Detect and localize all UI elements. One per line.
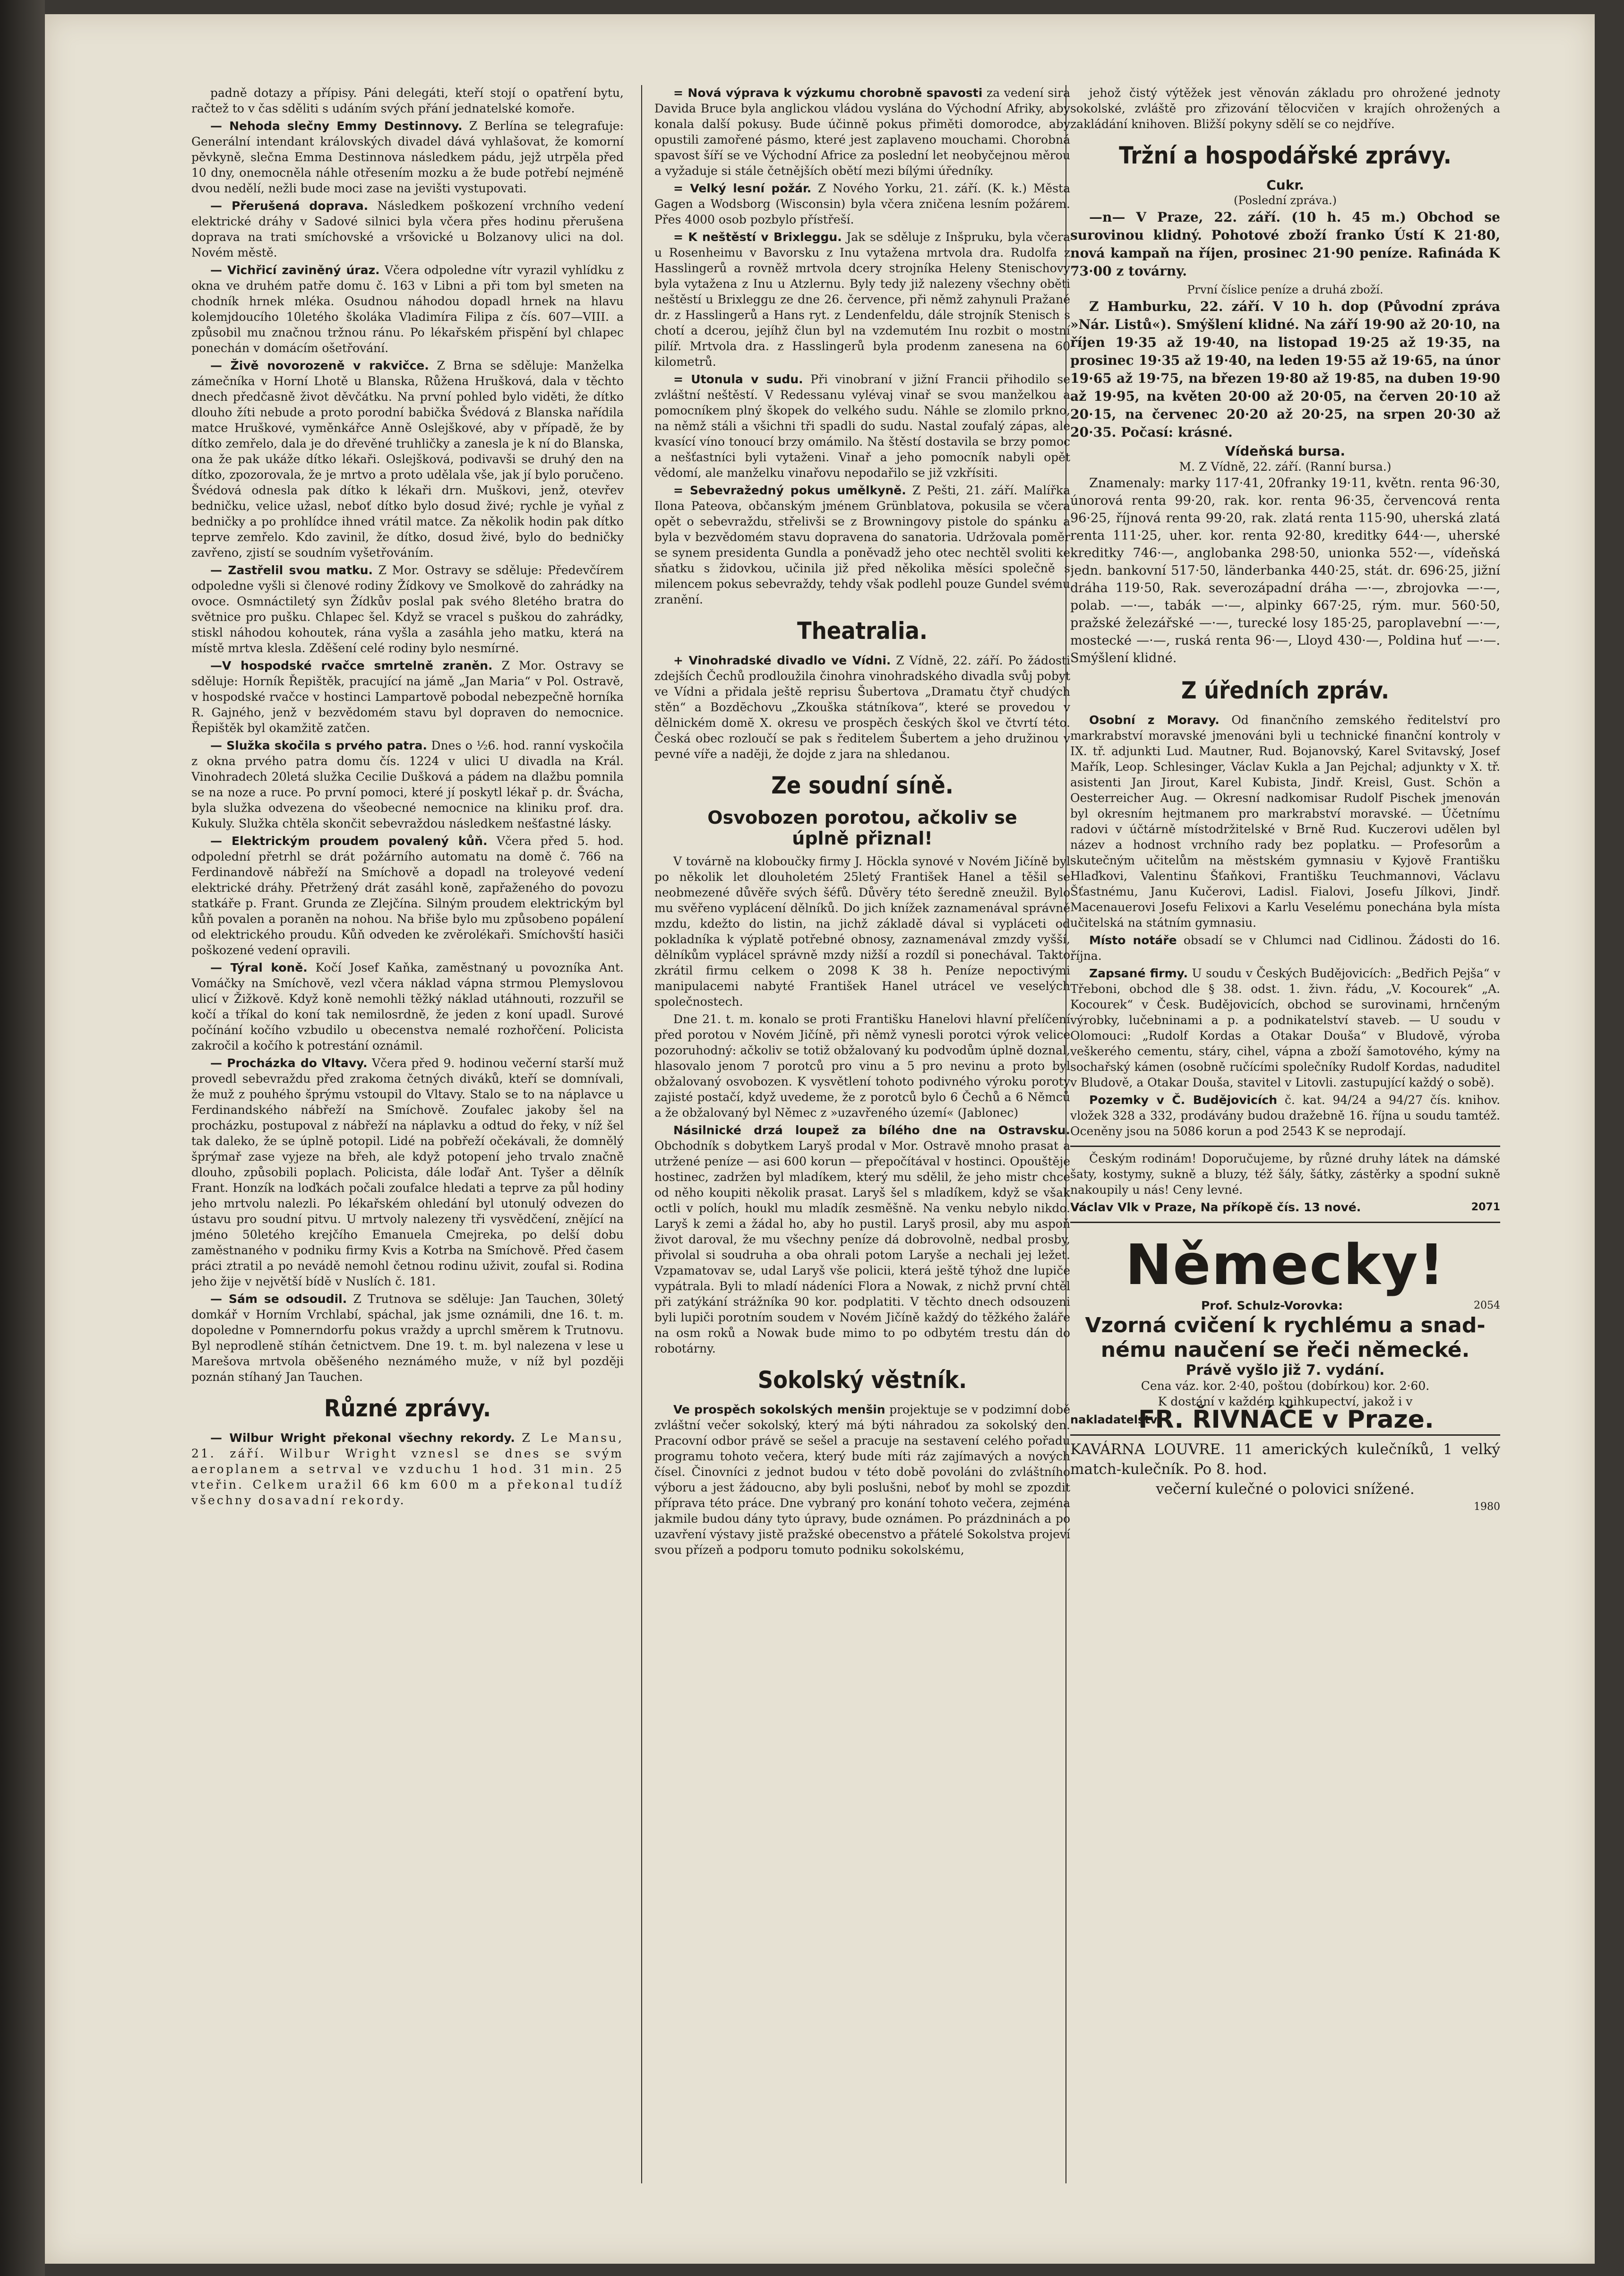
article-headline: — Služka skočila s prvého patra. (210, 739, 428, 752)
article-wright (191, 1430, 624, 1508)
article-headline: — Elektrickým proudem povalený kůň. (210, 834, 488, 848)
article-headline: = Nová výprava k výzkumu chorobně spavosti (673, 86, 983, 100)
article-proudem (191, 833, 624, 958)
section-heading-soudni: Ze soudní síně. (771, 772, 954, 799)
ad-author-name: Prof. Schulz-Vorovka: (1201, 1299, 1343, 1312)
article-body: Jak se sděluje z Inšpruku, byla včera u Rosenheimu v Bavorsku z Inu vytažena mrtvola drа. Rudolfa z Hasslingerů a rovněž mrtvola dcery strojníka Heleny Stenischovy byla vytažena z Inu u Atzlernu. Byly tedy již nalezeny všechny oběti neštěstí u Brixleggu ze dne 26. července, při němž zahynuli Pražané dr. z Hasslingerů a Hans ryt. z Lendenfeldu, dále strojník Stenisch s chotí a dcerou, jejíhž člun byl na vzdemutém Inu rozbit o mostní pilíř. Mrtvola dra. z Hasslingerů byla prodenm zanesena na 60 kilometrů. (654, 230, 1070, 369)
article-body: Z Trutnova se sděluje: Jan Tauchen, 30letý domkář v Horním Vrchlabí, spáchal, jak jsme oznámili, dne 16. t. m. dopoledne v Pomnerndorfu pokus vraždy a uprchl směrem k Trutnovu. Byl neprodleně stíhán četnictvem. Dne 19. t. m. byl nalezena v lese u Marešova mrtvola oběšeného neznámého muže, v níž byl později poznán stíhaný Jan Tauchen. (191, 1292, 624, 1384)
headline-line: Osvobozen porotou, ačkoliv se (707, 807, 1017, 828)
article-headline: = K neštěstí v Brixleggu. (673, 230, 842, 244)
article-headline: Pozemky v Č. Budějovicích (1089, 1093, 1278, 1107)
ad-publisher-name: FR. ŘIVNÁČE v Praze. (1138, 1405, 1434, 1434)
article-prerusena (191, 198, 624, 260)
article-sokol (654, 1402, 1070, 1558)
article-body: Včera před 9. hodinou večerní starší muž provedl sebevraždu před zrakoma četných diváků, kteří se domnívali, že muž z pouhého šprýmu vstoupil do Vltavy. Stalo se to na náplavce u Ferdinandského nábřeží na Smíchově. Zoufalec jakoby šel na procházku, postupoval z nábřeží na náplavku a odtud do řeky, v níž šel tak daleko, že se úplně potopil. Lidé na pobřeží očekávali, že domnělý šprýmař zase vyjeze na břeh, ale když potopení jeho trvalo značně dlouho, způsobili poplach. Policista, dále loďař Ant. Tyšer a dělník Frant. Honzík na loďkách počali zoufalce hledati a teprve za půl hodiny jeho mrtvolu nalezli. Po lékařském ohledání byl utonulý odvezen do ústavu pro soudní pitvu. U mrtvoly nalezeny tři vysvědčení, znějící na jméno 50letého krejčího Emanuela Cmejreka, po delší dobu zaměstnaného v podniku firmy Kvis a Kotrba na Smíchově. Před časem práci ztratil a po nevádě nemohl četnou rodinu uživit, zoufal si. Rodina jeho žije v největší bídě v Nuslích č. 181. (191, 1056, 624, 1288)
section-heading-sokolsky: Sokolský věstník. (757, 1366, 967, 1394)
section-heading-theatralia: Theatralia. (797, 617, 928, 645)
article-body: Z Nového Yorku, 21. září. (K. k.) Města Gagen a Wodsborg (Wisconsin) byla včera zničena lesním požárem. Přes 4000 osob pozbylo přístřeší. (654, 181, 1070, 226)
ad-price: Cena váz. kor. 2·40, poštou (dobírkou) kor. 2·60. (1141, 1379, 1430, 1393)
column-1 (191, 85, 624, 2231)
article-headline: — Vichřicí zaviněný úraz. (210, 263, 380, 277)
article-osvobozen-p2: Dne 21. t. m. konalo se proti Františku Hanelovi hlavní přelíčení před porotou v Novém Jičíně, při němž vynesli porotci výrok velice pozoruhodný: ačkoliv se totiž obžalovaný ku podvodům úplně doznal, hlasovalo jenom 7 porotců pro vinu a 5 pro nevinu a proto byl obžalovaný osvobozen. K vysvětlení tohoto podivného výroku poroty zajisté postačí, když uvedeme, že z porotců bylo 6 Čechů a 6 Němců a že obžalovaný byl Němec z »uzavřeného území« (Jablonec) (654, 1012, 1070, 1120)
column-2 (654, 85, 1070, 2231)
ad-headline: Německy! (1125, 1232, 1445, 1297)
notice-osobni (1070, 712, 1500, 931)
article-body: Při vinobraní v jižní Francii přihodilo se zvláštní neštěstí. V Redessanu vylévaj vinař se svou manželkou a pomocníkem plný škopek do velkého sudu. Náhle se zlomilo prkno, na němž stáli a všichni tři spadli do sudu. Nastal zoufalý zápas, ale kvasící víno tonoucí brzy omámilo. Na štěstí dostavila se brzy pomoc a nešťastníci byli vytaženi. Vinař a jeho pomocník nabyli opět vědomí, ale manželku vinařovu nepodařilo se již vzkřísiti. (654, 372, 1070, 480)
section-heading-uradnich: Z úředních zpráv. (1181, 677, 1390, 704)
article-body: Od finančního zemského ředitelství pro markrabství moravské jmenováni byli u technické finanční kontroly v IX. tř. adjunkti Lud. Mautner, Rud. Bojanovský, Karel Svitavský, Josef Mařík, Leop. Schlesinger, Václav Kukla a Jan Pejchal; adjunkty v X. tř. asistenti Jan Jirout, Karel Kubista, Jindř. Kreisl, Gust. Schön a Oesterreicher Aug. — Okresní nadkomisar Rudolf Pischek jmenován byl okresním hejtmanem pro markrabství moravské. — Účetnímu radovi v účtárně místodržitelské v Brně Rud. Kuczerovi udělen byl název a hodnost vrchního rady bez poplatku. — Profesorům a skutečným učitelům na městském gymnasiu v Kyjově Františku Hlaďkovi, Valentinu Šťaňkovi, Františku Teuchmannovi, Václavu Šťastnému, Janu Kučerovi, Ladisl. Fialovi, Josefu Jílkovi, Jindř. Macenauerovi Josefu Felixovi a Karlu Veselému ponechána byla místa učitelská na státním gymnasiu. (1070, 713, 1500, 930)
article-zive (191, 358, 624, 560)
notice-misto (1070, 932, 1500, 964)
section-heading-ruzne: Různé zprávy. (324, 1395, 491, 1422)
article-body: Včera odpoledne vítr vyrazil vyhlídku z okna ve druhém patře domu č. 163 v Libni a při tom byl smeten na chodník hrnek mléka. Osudnou náhodou dopadl hrnek na hlavu kolemjdoucího 10letého školáka Vladimíra Filipa z čís. 607—VIII. a způsobil mu značnou tržnou ránu. Po lékařském přispění byl chlapec ponechán v domácím ošetřování. (191, 263, 624, 355)
ad-publisher-row (1070, 1405, 1500, 1434)
article-headline: = Sebevražedný pokus umělkyně. (673, 483, 906, 497)
article-continued: padně dotazy a přípisy. Páni delegáti, kteří stojí o opatření bytu, račtež to v čas sděliti s udáním svých přání jednatelské komoře. (191, 86, 624, 115)
article-body: U soudu v Českých Budějovicích: „Bedřich Pejša“ v Třeboni, obchod dle § 38. odst. 1. živn. řádu, „V. Kocourek“ „A. Kocourek“ v Česk. Budějovicích, obchod se surovinami, hrnčeným výrobky, lučebninami a p. a podnikatelství staveb. — U soudu v Olomouci: „Rudolf Kordas a Otakar Douša“ v Bludově, výroba veškerého cementu, stáry, cihel, vápna a zboží šamotového, kýmy na sochařský kámen (osobně ručícími společníky Rudolf Kordas, naduditel v Bludově, a Otakar Douša, stavitel v Litovli. zastupující každý o sobě). (1070, 966, 1500, 1089)
article-headline: — Živě novorozeně v rakvičce. (210, 359, 429, 372)
article-headline: Zapsané firmy. (1089, 966, 1188, 980)
notice-pozemky (1070, 1092, 1500, 1139)
ad-availability: K dostání v každém knihkupectví, jakož i v (1158, 1395, 1413, 1408)
market-title-burza: Vídeňská bursa. (1225, 443, 1346, 459)
article-headline: Osobní z Moravy. (1089, 713, 1220, 727)
ad-louvre-line: večerní kulečné o polovici snížené. (1156, 1481, 1415, 1498)
ad-title-line: Vzorná cvičení k rychlému a snad- (1085, 1313, 1486, 1337)
article-body: Z Pešti, 21. září. Malířka Ilona Pateova, občanským jménem Grünblatova, pokusila se včera opět o sebevraždu, střelivši se z Browningovy pistole do spánku a byla v bezvědomém stavu dopravena do sanatoria. Udržovala poměr se synem presidenta Gundla a poněvadž jeho otec nechtěl svoliti ke sňatku s židovkou, učinila již před několika měsíci společně s milencem pokus sebevraždy, tehdy však podlehl pouze Gundel svému zranění. (654, 483, 1070, 606)
article-body: Kočí Josef Kaňka, zaměstnaný u povozníka Ant. Vomáčky na Smíchově, vezl včera náklad vápna strmou Plemyslovou ulicí v Žižkově. Když koně nemohli těžký náklad utáhnouti, rozzuřil se kočí a tříkal do koní tak nemilosrdně, že jeden z koní upadl. Surové počínání kočího vzbudilo u obecenstva nemalé rozhořčení. Policista zakročil a kočího k potrestání oznámil. (191, 961, 624, 1052)
notice-zapsane (1070, 966, 1500, 1090)
article-body: Z Brna se sděluje: Manželka zámečníka v Horní Lhotě u Blanska, Růžena Hrušková, dala v těchto dnech předčasně život děvčátku. Na první pohled bylo viděti, že dítko dlouho žíti nebude a proto porodní babička Švédová z Blanska nařídila matce Hruškové, vyměnkářce Anně Oslejškové, aby v případě, že by dítko zemřelo, dala je do dřevěné truhličky a zanesla je k ní do Blanska, ona že pak ukáže dítko lékaři. Oslejšková, podivavši se druhý den na dítko, zpozorovala, že je mrtvo a proto udělala vše, jak jí bylo poručeno. Švédová odnesla pak dítko k lékaři drn. Muškovi, jenž, otevřev bedničku, velice užasl, neboť dítko bylo dosud živé; rychle je vyňal z bedničky a po prohlídce ihned vrátil matce. Za několik hodin pak dítko teprve zemřelo. Kdo zavinil, že dítko, dosud živé, bylo do bedničky zavřeno, zjistí se soudním vyšetřováním. (191, 359, 624, 560)
article-headline: Násilnické drzá loupež za bílého dne na Ostravsku. (673, 1123, 1070, 1137)
article-headline: Ve prospěch sokolských menšin (673, 1403, 885, 1416)
article-headline: + Vinohradské divadlo ve Vídni. (673, 654, 891, 667)
article-headline-osvobozen (654, 807, 1070, 849)
advertisement-louvre (1070, 1434, 1500, 1515)
article-vyzkumu (654, 85, 1070, 179)
section-heading-trzni: Tržní a hospodářské zprávy. (1119, 142, 1452, 169)
ad-author (1070, 1298, 1500, 1313)
article-headline: —V hospodské rvačce smrtelně zraněn. (210, 659, 493, 672)
article-utonula (654, 371, 1070, 481)
article-vinohradske (654, 653, 1070, 762)
ad-louvre-line: KAVÁRNA LOUVRE. 11 amerických kulečníků, 1 velký match-kulečník. Po 8. hod. (1070, 1441, 1500, 1478)
ad-number: 2071 (1471, 1201, 1500, 1213)
article-tyral (191, 960, 624, 1053)
article-body: č. kat. 94/24 a 94/27 čís. knihov. vložek 328 a 332, prodávány budou dražebně 16. října u soudu tamtéž. Oceněny jsou na 5086 korun a pod 2543 K se neprodají. (1070, 1093, 1500, 1138)
ad-title-line: nému naučení se řeči německé. (1100, 1338, 1470, 1362)
article-sebevrazedny (654, 483, 1070, 607)
article-nehoda (191, 118, 624, 196)
article-headline: = Utonula v sudu. (673, 372, 803, 386)
column-3 (1070, 85, 1500, 2231)
article-osvobozen-p1: V továrně na kloboučky firmy J. Höckla synové v Novém Jičíně byl po několik let dlouholetém 25letý František Hanel a těšil se neobmezené důvěře svých šéfů. Důvěry této šeredně zneužil. Bylo mu svěřeno vyplácení dělníků. Do jich knížek zaznamenával správně mzdu, kdežto do listin, na jichž základě dával si vypláceti od pokladníka k výplatě potřebné obnosy, zaznamenával zmzdy vyšší, dělníkům vyplácel správně mzdy nižší a rozdíl si ponechával. Takto zkrátil firmu celkem o 2098 K 38 h. Peníze nepoctivými manipulacemi nabyté František Hanel utrácel ve veselých společnostech. (654, 854, 1070, 1009)
column-rule (641, 85, 642, 2183)
article-body: Dnes o ½6. hod. ranní vyskočila z okna prvého patra domu čís. 1224 v ulici U divadla na Král. Vinohradech 20letá služka Cecilie Dušková a pádem na dlažbu pomnila se na noze a ruce. Po první pomoci, které jí poskytl lékař p. dr. Švácha, byla služka odvezena do všeobecné nemocnice na kliniku prof. dra. Kukuly. Služka chtěla skončit sebevraždou následkem nešťastné lásky. (191, 739, 624, 830)
article-headline: — Procházka do Vltavy. (210, 1056, 368, 1070)
article-body: Z Vídně, 22. září. Po žádosti zdejších Čechů prodloužila činohra vinohradského divadla svůj pobyt ve Vídni a přidala ještě reprisu Šubertova „Dramatu čtyř chudých stěn“ a Bozdĕchovu „Zkouška státníkova“, které se provedou v dělnickém domĕ X. okresu ve prospěch českých škol ve čtvrtí této. Česká obec rozloučí se pak s ředitelem Šubertem a jeho družinou v pevné víře a nadĕji, že dojde z jara na shledanou. (654, 654, 1070, 761)
binding-shadow (0, 0, 45, 2276)
market-hamburk: Z Hamburku, 22. září. V 10 h. dop (Původní zpráva »Nár. Listů«). Smýšlení klidné. Na září 19·90 až 20·10, na říjen 19·35 až 19·40, na listopad 19·25 až 19·35, na prosinec 19·35 až 19·40, na leden 19·55 až 19·65, na únor 19·65 až 19·75, na březen 19·80 až 19·85, na duben 19·90 až 19·95, na květen 20·00 až 20·05, na červen 20·10 až 20·15, na červenec 20·20 až 20·25, na srpen 20·30 až 20·35. Počasí: krásné. (1070, 299, 1500, 440)
article-vichrici (191, 262, 624, 356)
article-headline: — Zastřelil svou matku. (210, 563, 373, 577)
article-body: Včera před 5. hod. odpolední přetrhl se drát požárního automatu na domě č. 766 na Ferdinandově nábřeží na Smíchově a dopadl na troleyové vedení elektrické dráhy. Přetržený drát zasáhl koně, zapřaženého do povozu statkáře p. Frant. Grunda ze Zlejčína. Silným proudem elektrickým byl kůň povalen a poraněn na nohou. Na břiše bylo mu způsobeno popálení od elektrického proudu. Kůň odveden ke zvěrolékaři. Smíchovští hasiči poškozené vedení opravili. (191, 834, 624, 957)
article-headline: — Týral koně. (210, 961, 308, 974)
article-headline: — Nehoda slečny Emmy Destinnovy. (210, 119, 463, 133)
advertisement-vlk (1070, 1146, 1500, 1215)
article-sluzka (191, 738, 624, 831)
article-rvacce (191, 658, 624, 736)
market-note: První číslice peníze a druhá zboží. (1187, 283, 1383, 296)
article-body: Z Le Mansu, 21. září. Wilbur Wright vznesl se dnes se svým aeroplanem a setrval ve vzduchu 1 hod. 31 min. 25 vteřin. Celkem uražil 66 km 600 m a překonal tudíž všechny dosavadní rekordy. (191, 1431, 624, 1507)
ad-body: Českým rodinám! Doporučujeme, by různé druhy látek na dámské šaty, kostymy, sukně a bluzy, též šály, šátky, zástěrky a spodní sukně nakoupily u nás! Ceny levné. (1070, 1152, 1500, 1197)
advertisement-nemecky (1070, 1222, 1500, 1434)
newspaper-page (45, 14, 1595, 2264)
article-odsoudil (191, 1291, 624, 1385)
article-body: Následkem poškození vrchního vedení elektrické dráhy v Sadové silnici byla včera přes hodinu přerušena doprava na trati smíchovské a vršovické u Bolzanovy ulici na dol. Novém městě. (191, 199, 624, 259)
market-cukr: —n— V Praze, 22. září. (10 h. 45 m.) Obchod se surovinou klidný. Pohotové zboží franko Ústí K 21·80, nová kampaň na říjen, prosinec 21·90 peníze. Rafináda K 73·00 z továrny. (1070, 209, 1500, 279)
article-nasilna (654, 1122, 1070, 1356)
ad-publisher-label: nakladatelství (1070, 1413, 1161, 1426)
article-pozar (654, 181, 1070, 227)
article-body: Obchodník s dobytkem Laryš prodal v Mor. Ostravě mnoho prasat a utržené peníze — asi 600 korun — přepočítával v hostinci. Opouštěje hostinec, zadržen byl mladíkem, který mu sdělil, že jeho mistr chce od něho koupiti několik prasat. Laryš šel s mladíkem, když se však octli v polích, houkl mu mladík zesměšně. Na venku nebylo nikdo. Laryš k zemi a žádal ho, aby ho pustil. Laryš prosil, aby mu aspoň život daroval, že mu všechny peníze dá dobrovolně, nedbal prosby, přivolal si soudruha a oba ohrali potom Laryše a nechali jej ležet. Vzpamatovav se, udal Laryš vše policii, která ještě týhož dne lupiče vypátrala. Byli to mladí nádeníci Flora a Nowak, z nichž první chtěl při zatýkání strážníka 90 kor. podplatiti. V těchto dnech odsouzeni byli lupiči porotním soudem v Novém Jičíně každý do těžkého žaláře na osm roků a Nowak bude mimo to po odbytém trestu dán do robotárny. (654, 1139, 1070, 1355)
article-headline: = Velký lesní požár. (673, 181, 812, 195)
article-zastrelil (191, 562, 624, 656)
article-body: Z Mor. Ostravy se sděluje: Horník Řepištěk, pracující na jámě „Jan Maria“ v Pol. Ostravě, v hospodské rvačce v hostinci Lampartově pobodal nebezpečně horníka R. Gajného, jenž v bezvědomém stavu byl dopraven do nemocnice. Řepištěk byl okamžitě zatčen. (191, 659, 624, 735)
article-body: projektuje se v podzimní době zvláštní večer sokolský, který má býti náhradou za sokolský den. Pracovní odbor právě se sešel a pracuje na sestavení celého pořadu programu tohoto večera, který bude míti ráz zajímavých a nových čísel. Činovníci z jednot budou v této době povoláni do zvláštního výboru a jest žádoucno, aby byli poslušni, neboť by mohl se zpozdit příprava této práce. Dne vybraný pro konání tohoto večera, zejména jakmile budou dány tyto úpravy, bude oznámen. Po prázdninách a po uzavření výstavy jistě pražské obecenstvo a přátelé Sokolstva projeví svou přízeň a podporu tomuto podniku sokolskému, (654, 1403, 1070, 1557)
article-headline: — Sám se odsoudil. (210, 1292, 347, 1306)
article-prochazka (191, 1055, 624, 1289)
market-subtitle: M. Z Vídně, 22. září. (Ranní bursa.) (1179, 460, 1392, 474)
market-burza: Znamenaly: marky 117·41, 20franky 19·11, květn. renta 96·30, únorová renta 99·20, rak. kor. renta 96·35, červencová renta 96·25, říjnová renta 99·20, rak. zlatá renta 115·90, uherská zlatá renta 111·25, uher. kor. renta 92·80, kreditky 644·—, uherské kreditky 746·—, anglobanka 298·50, unionka 552·—, vídeňská jedn. bankovní 517·50, länderbanka 440·25, stát. dr. 696·25, jižní dráha 119·50, Rak. severozápadní dráha —·—, zbrojovka —·—, polab. —·—, tabák —·—, alpinky 667·25, rým. mur. 560·50, pražské železářské —·—, turecké losy 185·25, paroplavební —·—, mostecké —·—, ruská renta 96·—, Lloyd 430·—, Poldina huť —·—. Smýšlení klidné. (1070, 476, 1500, 665)
article-body: obsadí se v Chlumci nad Cidlinou. Žádosti do 16. října. (1070, 933, 1500, 963)
ad-number: 1980 (1474, 1501, 1500, 1513)
article-nestesti (654, 229, 1070, 370)
market-title-cukr: Cukr. (1266, 177, 1304, 193)
article-headline: — Přerušená doprava. (210, 199, 369, 213)
market-subtitle: (Poslední zpráva.) (1234, 194, 1337, 207)
article-body: Z Mor. Ostravy se sděluje: Předevčírem odpoledne vyšli si členové rodiny Žídkovy ve Smolkově do zahrádky na ovoce. Osmnáctiletý syn Žídkův poslal pak svého 8letého bratra do světnice pro pušku. Chlapec šel. Když se vracel s puškou do zahrádky, stiskl náhodou kohoutek, rána vyšla a zasáhla jeho matku, která na místě mrtva klesla. Zděšení celé rodiny bylo nesmírné. (191, 563, 624, 655)
ad-number: 2054 (1474, 1300, 1500, 1311)
ad-edition: Právě vyšlo již 7. vydání. (1186, 1362, 1385, 1379)
ad-sign-text: Václav Vlk v Praze, Na příkopě čís. 13 nové. (1070, 1200, 1361, 1214)
article-continued: jehož čistý výtěžek jest věnován základu pro ohrožené jednoty sokolské, zvláště pro zřizování tělocvičen v krajích ohrožených a zakládání knihoven. Bližší pokyny sdělí se co nejdříve. (1070, 86, 1500, 131)
article-body: za vedení sira Davida Bruce byla anglickou vládou vyslána do Východní Afriky, aby konala další pokusy. Bude účinně pokus přiměti domorodce, aby opustili zamořené pásmo, které jest zaplaveno mouchami. Chorobná spavost šíří se ve Východní Africe za poslední let neobyčejnou měrou a vyžaduje si stále četnějších obětí mezi bílými úředníky. (654, 86, 1070, 178)
article-headline: — Wilbur Wright překonal všechny rekordy. (210, 1431, 515, 1445)
ad-signature (1070, 1199, 1500, 1215)
article-body: Z Berlína se telegrafuje: Generální intendant královských divadel dává vyhlašovat, že komorní pěvkyně, slečna Emma Destinnova následkem pádu, jejž utrpěla před 10 dny, onemocněla náhle otřesením mozku a že bude potřebí nejméně dvou nedělí, nežli bude moci zase na jevišti vystupovati. (191, 119, 624, 195)
headline-line: úplně přiznal! (792, 828, 933, 849)
article-headline: Místo notáře (1089, 933, 1177, 947)
